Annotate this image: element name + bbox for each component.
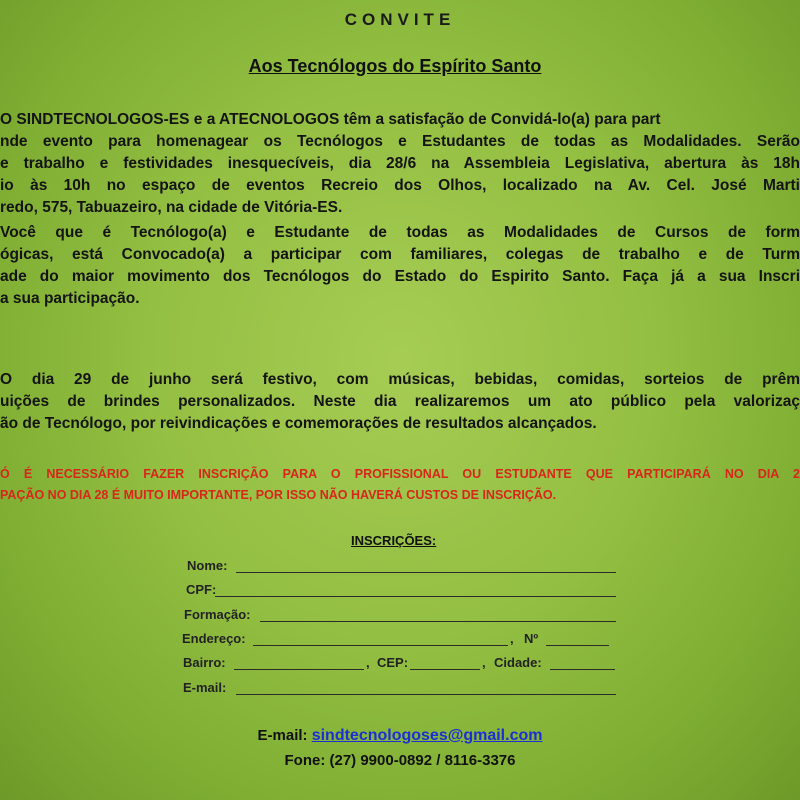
text-line: e trabalho e festividades inesquecíveis, dia 28/6 na Assembleia Legislativa, abertura às 18h xyxy=(0,155,800,172)
notice-line: PAÇÃO NO DIA 28 É MUITO IMPORTANTE, POR ISSO NÃO HAVERÁ CUSTOS DE INSCRIÇÃO. xyxy=(0,488,557,502)
text-line: Você que é Tecnólogo(a) e Estudante de todas as Modalidades de Cursos de form xyxy=(0,224,800,241)
text-line: ógicas, está Convocado(a) a participar com familiares, colegas de trabalho e de Turm xyxy=(0,246,800,263)
contact-email xyxy=(0,727,800,745)
paragraph-invitation xyxy=(0,109,800,219)
notice-line: Ó É NECESSÁRIO FAZER INSCRIÇÃO PARA O PROFISSIONAL OU ESTUDANTE QUE PARTICIPARÁ NO DIA 2 xyxy=(0,467,800,481)
cidade-field[interactable] xyxy=(550,655,615,670)
cpf-label: CPF: xyxy=(186,582,217,597)
comma-separator: , xyxy=(482,655,486,670)
bairro-label: Bairro: xyxy=(183,655,226,670)
comma-separator: , xyxy=(366,655,370,670)
text-line: a sua participação. xyxy=(0,290,140,307)
email-field[interactable] xyxy=(236,680,616,695)
contact-phone: Fone: (27) 9900-0892 / 8116-3376 xyxy=(284,752,516,769)
formacao-field[interactable] xyxy=(260,607,616,622)
form-row-cpf xyxy=(0,582,800,600)
text-line: O SINDTECNOLOGOS-ES e a ATECNOLOGOS têm a satisfação de Convidá-lo(a) para part xyxy=(0,111,661,128)
email-link[interactable]: sindtecnologoses@gmail.com xyxy=(311,727,543,744)
form-row-formacao xyxy=(0,607,800,625)
cidade-label: Cidade: xyxy=(494,655,542,670)
text-line: ão de Tecnólogo, por reivindicações e comemorações de resultados alcançados. xyxy=(0,415,597,432)
nome-label: Nome: xyxy=(187,558,228,573)
registration-title: INSCRIÇÕES: xyxy=(351,533,437,548)
formacao-label: Formação: xyxy=(184,607,251,622)
numero-label: Nº xyxy=(524,631,539,646)
endereco-field[interactable] xyxy=(253,631,508,646)
registration-notice xyxy=(0,464,800,506)
email-label: E-mail: xyxy=(183,680,227,695)
form-row-nome xyxy=(0,558,800,576)
numero-field[interactable] xyxy=(546,631,609,646)
form-row-endereco xyxy=(0,631,800,649)
text-line: O dia 29 de junho será festivo, com músicas, bebidas, comidas, sorteios de prêm xyxy=(0,371,800,388)
endereco-label: Endereço: xyxy=(182,631,246,646)
paragraph-festivities xyxy=(0,369,800,435)
nome-field[interactable] xyxy=(236,558,616,573)
text-line: redo, 575, Tabuazeiro, na cidade de Vitória-ES. xyxy=(0,199,343,216)
cep-label: CEP: xyxy=(377,655,409,670)
text-line: io às 10h no espaço de eventos Recreio dos Olhos, localizado na Av. Cel. José Marti xyxy=(0,177,800,194)
page-title: CONVITE xyxy=(344,10,456,29)
text-line: uições de brindes personalizados. Neste dia realizaremos um ato público pela valorizaç xyxy=(0,393,800,410)
text-line: ade do maior movimento dos Tecnólogos do Estado do Espirito Santo. Faça já a sua Inscri xyxy=(0,268,800,285)
contact-email-label: E-mail: xyxy=(257,727,308,744)
form-row-bairro xyxy=(0,655,800,673)
bairro-field[interactable] xyxy=(234,655,364,670)
text-line: nde evento para homenagear os Tecnólogos e Estudantes de todas as Modalidades. Serão xyxy=(0,133,800,150)
cpf-field[interactable] xyxy=(215,582,616,597)
form-row-email xyxy=(0,680,800,698)
paragraph-convocation xyxy=(0,222,800,310)
cep-field[interactable] xyxy=(410,655,480,670)
comma-separator: , xyxy=(510,631,514,646)
subtitle: Aos Tecnólogos do Espírito Santo xyxy=(248,56,542,76)
